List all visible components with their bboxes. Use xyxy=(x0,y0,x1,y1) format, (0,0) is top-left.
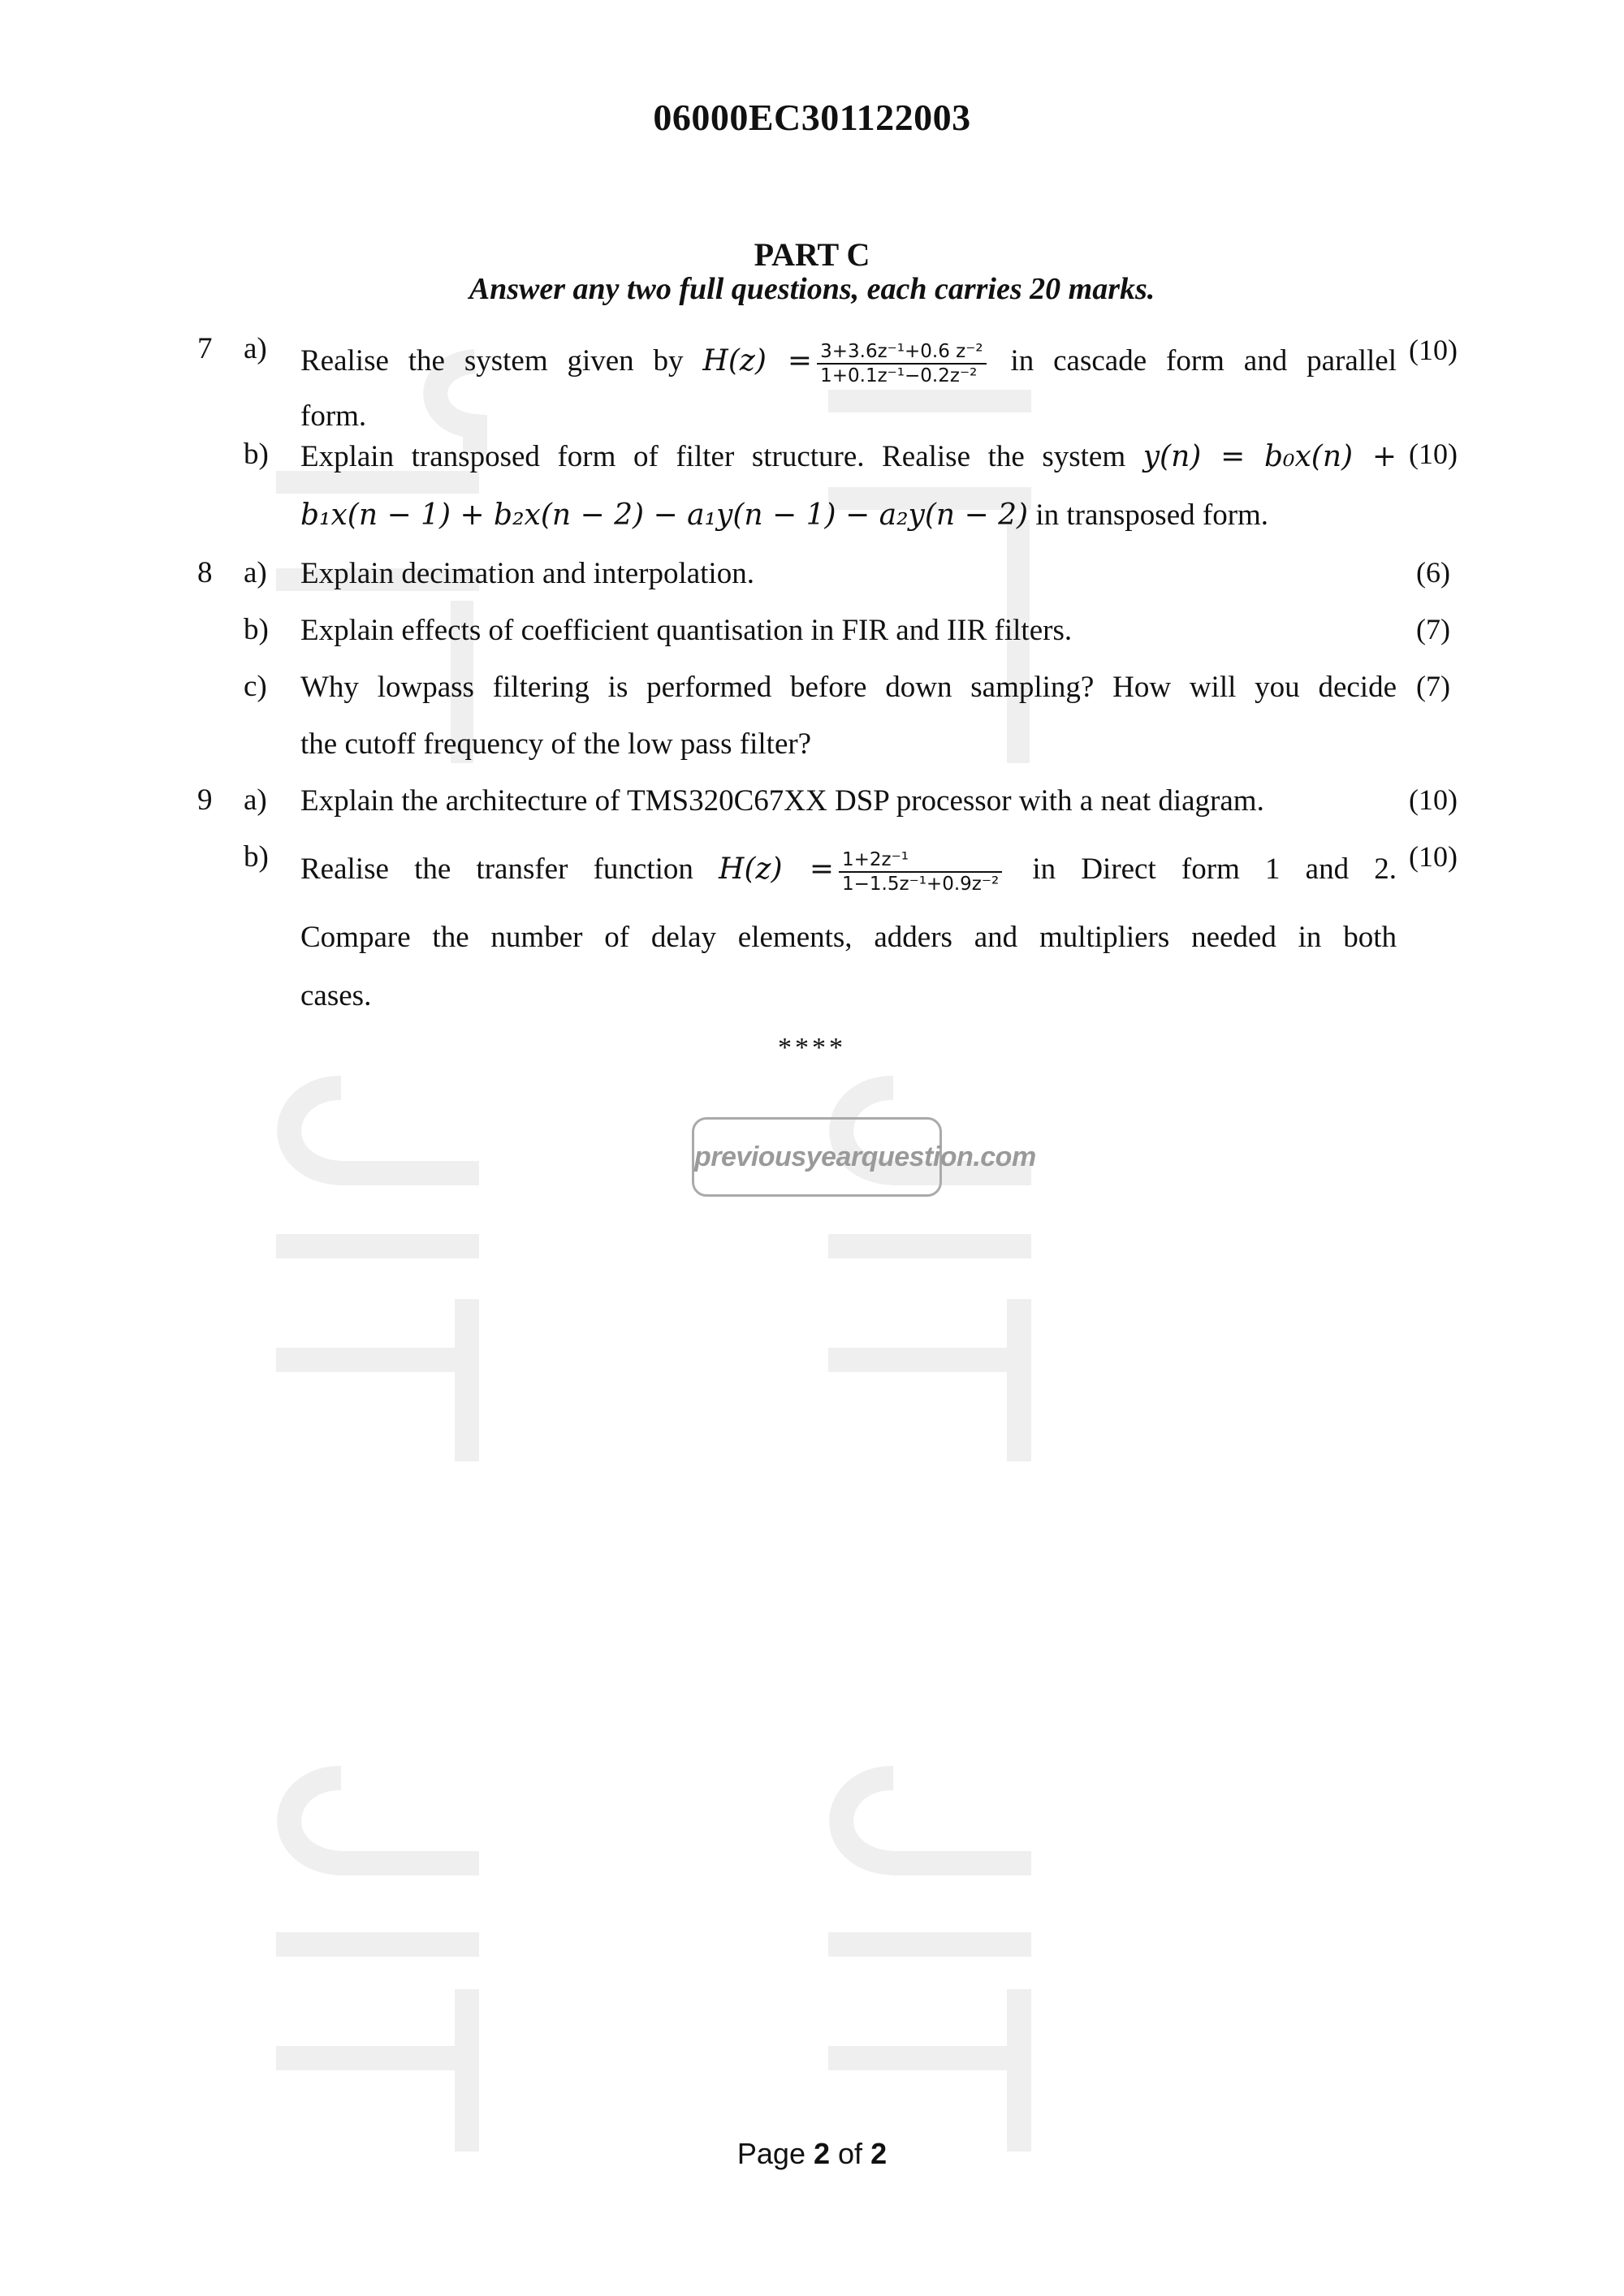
question-7b-line1-math: y(n) = b₀x(n) + xyxy=(1142,440,1397,473)
question-7a-numerator: 3+3.6z⁻¹+0.6 z⁻² xyxy=(817,340,987,365)
question-8a-text: Explain decimation and interpolation. xyxy=(300,557,754,590)
question-9b-marks: (10) xyxy=(1409,840,1458,873)
question-7a-marks: (10) xyxy=(1409,334,1458,366)
question-8c-line2: the cutoff frequency of the low pass filter? xyxy=(300,727,812,761)
question-8b-marks: (7) xyxy=(1416,613,1450,645)
footer-page-number: 2 xyxy=(813,2137,831,2170)
question-9b-line1 xyxy=(300,841,1397,898)
footer-page-word: Page xyxy=(736,2137,806,2170)
part-title: PART C xyxy=(754,236,870,273)
question-7a-label: a) xyxy=(244,332,267,365)
question-7a-fraction xyxy=(817,340,987,387)
question-8a-label: a) xyxy=(244,556,267,589)
question-7a-line1 xyxy=(300,333,1397,390)
question-9b-numerator: 1+2z⁻¹ xyxy=(839,848,1002,873)
footer-of-word: of xyxy=(838,2137,863,2170)
question-8b-text: Explain effects of coefficient quantisation in FIR and IIR filters. xyxy=(300,614,1073,647)
footer-total-pages: 2 xyxy=(870,2137,888,2170)
question-7b-line2-math: b₁x(n − 1) + b₂x(n − 2) − a₁y(n − 1) − a₂y(n − 2) xyxy=(300,498,1029,532)
question-7-number: 7 xyxy=(197,332,213,365)
watermark-logo-6 xyxy=(828,1778,1031,2151)
question-7b-line1 xyxy=(300,429,1397,486)
question-8a-marks: (6) xyxy=(1416,556,1450,589)
watermark-logo-3 xyxy=(276,1088,479,1461)
question-8c-label: c) xyxy=(244,670,267,703)
question-7b-label: b) xyxy=(244,438,269,471)
question-8c-line1: Why lowpass filtering is performed before down sampling? How will you decide xyxy=(300,671,1397,704)
question-7a-hz: H(z) = xyxy=(702,344,813,378)
question-9b-line3: cases. xyxy=(300,979,372,1012)
question-7a-line2: form. xyxy=(300,399,367,433)
question-7b-line1-text: Explain transposed form of filter structure. Realise the system xyxy=(300,440,1143,473)
part-instruction: Answer any two full questions, each carries 20 marks. xyxy=(469,272,1155,306)
question-9b-prefix: Realise the transfer function xyxy=(300,852,719,886)
question-9b-denominator: 1−1.5z⁻¹+0.9z⁻² xyxy=(842,873,1000,895)
question-9b-fraction xyxy=(839,848,1002,896)
watermark-logo-5 xyxy=(276,1778,479,2151)
question-9a-label: a) xyxy=(244,783,267,817)
paper-code: 06000EC301122003 xyxy=(653,97,971,138)
question-8c-marks: (7) xyxy=(1416,670,1450,702)
question-9-number: 9 xyxy=(197,783,213,817)
question-9b-line2: Compare the number of delay elements, adders and multipliers needed in both xyxy=(300,921,1397,954)
question-7b-marks: (10) xyxy=(1409,438,1458,470)
question-9a-marks: (10) xyxy=(1409,783,1458,816)
site-watermark-badge: previousyearquestion.com xyxy=(692,1117,942,1197)
question-8b-label: b) xyxy=(244,613,269,646)
question-8-number: 8 xyxy=(197,556,213,589)
question-7b-line2 xyxy=(300,487,1397,544)
question-9b-suffix: in Direct form 1 and 2. xyxy=(1007,852,1397,886)
question-7a-prefix: Realise the system given by xyxy=(300,344,703,378)
question-9b-hz: H(z) = xyxy=(719,852,835,886)
question-7a-suffix: in cascade form and parallel xyxy=(991,344,1397,378)
question-9a-text: Explain the architecture of TMS320C67XX DSP processor with a neat diagram. xyxy=(300,784,1264,818)
page-footer xyxy=(0,2137,1624,2171)
question-7a-denominator: 1+0.1z⁻¹−0.2z⁻² xyxy=(820,365,978,386)
end-of-paper-mark: **** xyxy=(778,1033,846,1063)
question-9b-label: b) xyxy=(244,840,269,874)
question-7b-line2-text: in transposed form. xyxy=(1028,498,1269,532)
